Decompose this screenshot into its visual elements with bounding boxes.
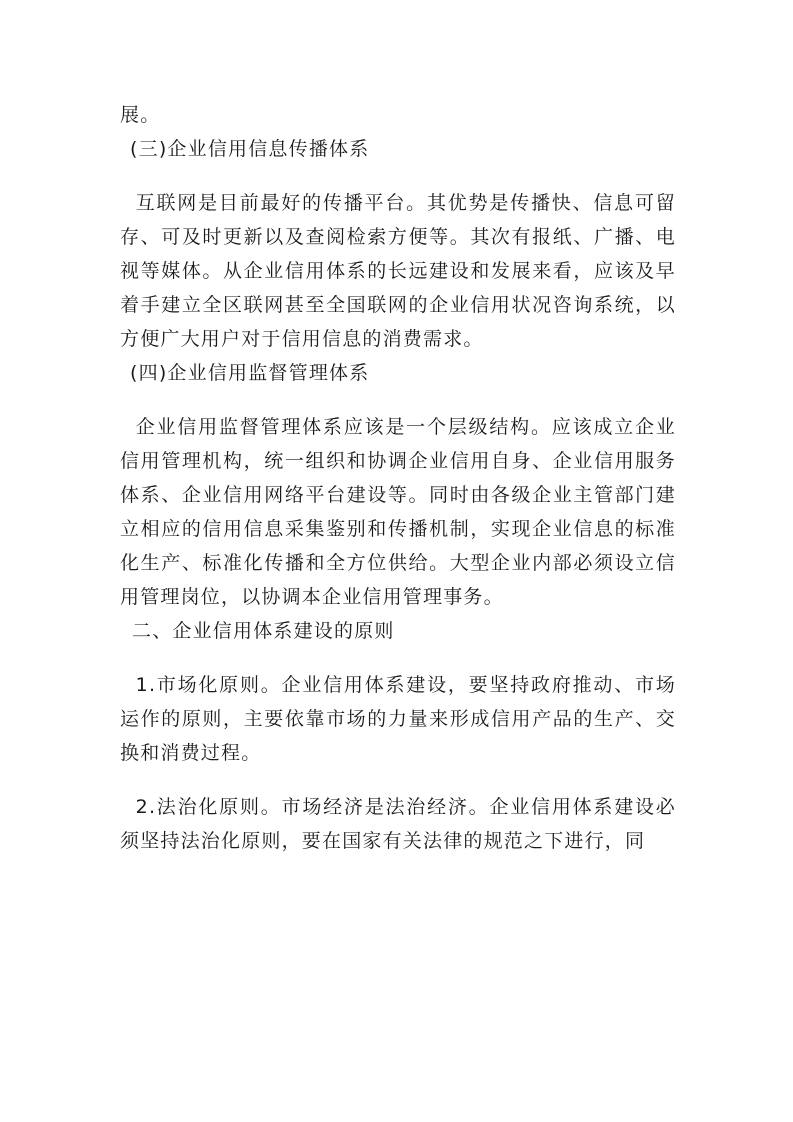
section-heading-3: (三)企业信用信息传播体系 — [130, 138, 370, 160]
paragraph-market-principle: 1.市场化原则。企业信用体系建设，要坚持政府推动、市场运作的原则，主要依靠市场的力量来形成信用产品的生产、交换和消费过程。 — [120, 674, 677, 764]
document-page — [120, 98, 676, 858]
paragraph-continuation: 展。 — [120, 104, 161, 126]
chapter-heading-principles: 二、企业信用体系建设的原则 — [132, 620, 395, 642]
paragraph-legal-principle: 2.法治化原则。市场经济是法治经济。企业信用体系建设必须坚持法治化原则，要在国家有关法律的规范之下进行，同 — [120, 796, 677, 852]
paragraph-info-dissemination: 互联网是目前最好的传播平台。其优势是传播快、信息可留存、可及时更新以及查阅检索方便等。其次有报纸、广播、电视等媒体。从企业信用体系的长远建设和发展来看，应该及早着手建立全区联网甚至全国联网的企业信用状况咨询系统，以方便广大用户对于信用信息的消费需求。 — [120, 192, 676, 350]
section-heading-4: (四)企业信用监督管理体系 — [130, 362, 370, 384]
paragraph-supervision: 企业信用监督管理体系应该是一个层级结构。应该成立企业信用管理机构，统一组织和协调企业信用自身、企业信用服务体系、企业信用网络平台建设等。同时由各级企业主管部门建立相应的信用信息采集鉴别和传播机制，实现企业信息的标准化生产、标准化传播和全方位供给。大型企业内部必须设立信用管理岗位，以协调本企业信用管理事务。 — [120, 416, 676, 608]
